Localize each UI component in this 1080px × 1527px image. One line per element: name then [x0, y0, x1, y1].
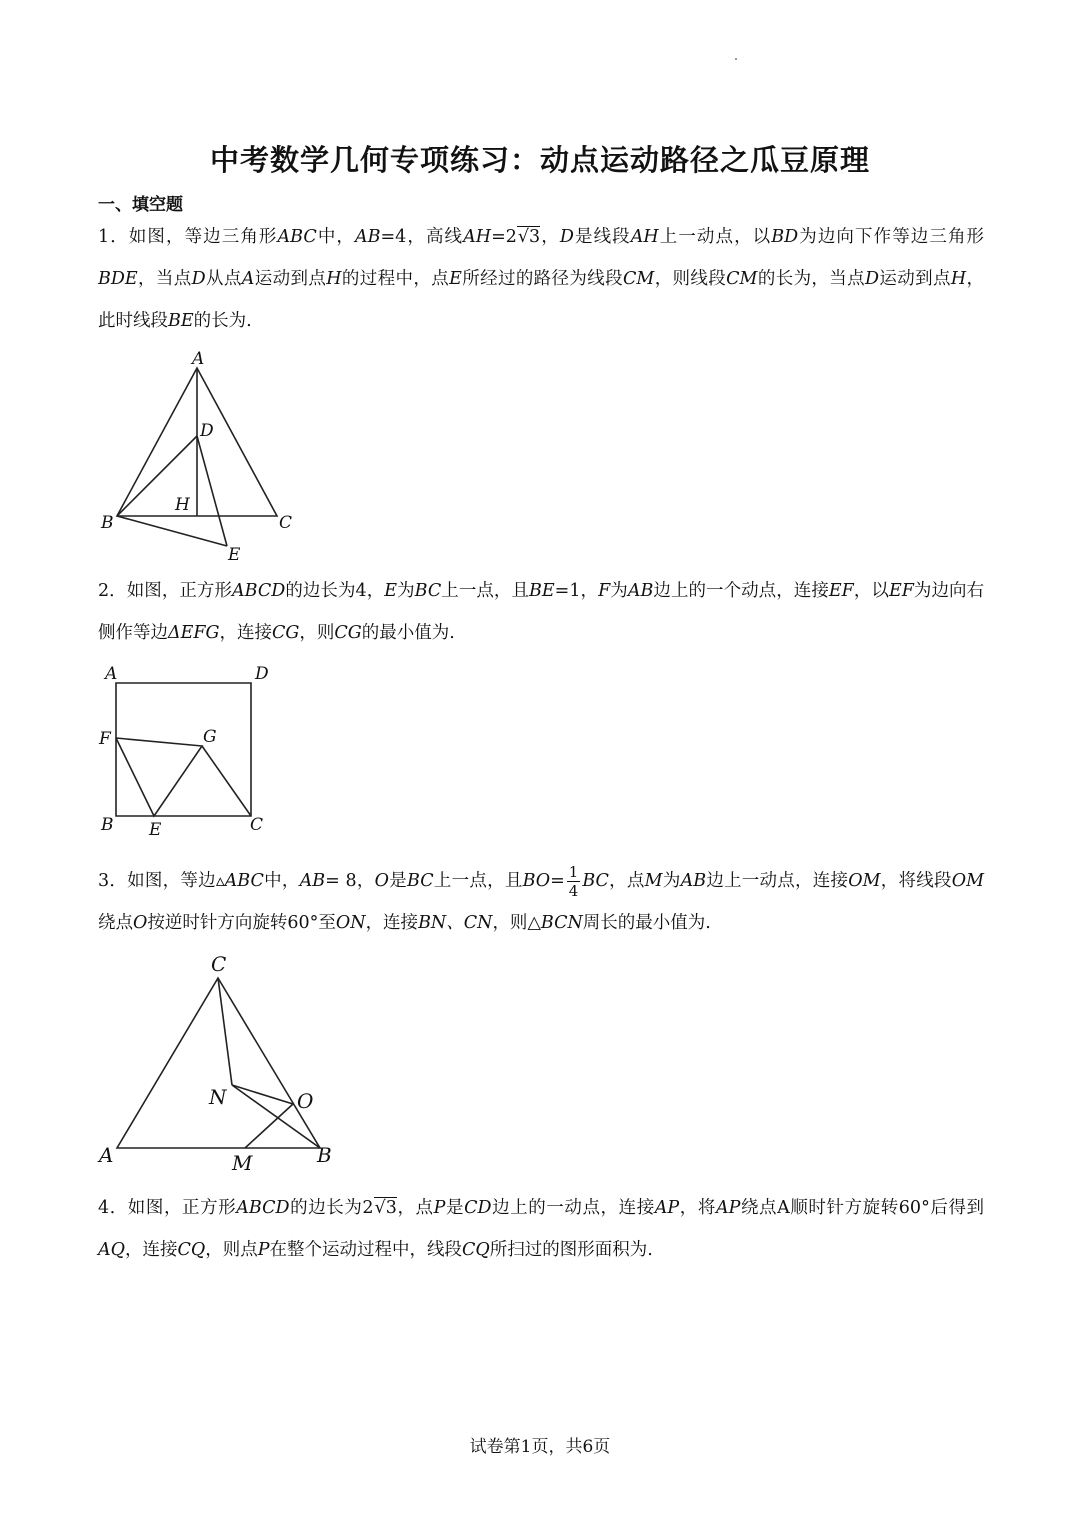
fig3-label-m: M	[232, 1151, 253, 1175]
fig3-label-a: A	[99, 1143, 114, 1167]
fig3-segment-cn	[218, 978, 232, 1085]
section-heading: 一、填空题	[98, 195, 183, 215]
fraction-one-quarter: $\frac{1}{4}$	[568, 863, 579, 900]
question-4: 4．如图，正方形ABCD的边长为2√3，点P是CD边上的一动点，连接AP，将AP绕点A顺时针方旋转60°后得到AQ，连接CQ，则点P在整个运动过程中，线段CQ所扫过的图形面积为.	[98, 1198, 985, 1260]
figure-1	[95, 348, 315, 568]
figure-3	[95, 948, 355, 1178]
fig1-label-h: H	[175, 495, 190, 515]
fig2-label-c: C	[250, 815, 264, 835]
fig3-label-b: B	[317, 1143, 332, 1167]
question-2: 2．如图，正方形ABCD的边长为4，E为BC上一点，且BE=1，F为AB边上的一个动点，连接EF，以EF为边向右侧作等边ΔEFG，连接CG，则CG的最小值为.	[98, 581, 985, 643]
fig1-label-a: A	[192, 349, 205, 369]
fig3-label-o: O	[297, 1089, 314, 1113]
fig2-label-d: D	[255, 664, 269, 684]
fig2-label-g: G	[203, 727, 217, 747]
fig2-label-f: F	[99, 729, 111, 749]
scan-dot	[735, 58, 737, 60]
fig2-label-e: E	[149, 820, 162, 840]
fig2-label-b: B	[101, 815, 114, 835]
fig1-label-c: C	[279, 513, 293, 533]
fig1-label-d: D	[200, 421, 214, 441]
fig2-label-a: A	[105, 664, 118, 684]
fig1-segment-be	[117, 516, 227, 546]
sqrt-3: √3	[374, 1198, 397, 1218]
sqrt-3: √3	[517, 227, 541, 247]
fig3-label-c: C	[211, 952, 227, 976]
fig2-square-abcd	[116, 683, 251, 816]
question-1: 1．如图，等边三角形ABC中，AB=4，高线AH=2√3，D是线段AH上一动点，以BD为边向下作等边三角形BDE，当点D从点A运动到点H的过程中，点E所经过的路径为线段CM，则线段CM的长为，当点D运动到点H，此时线段BE的长为.	[98, 227, 985, 331]
figure-2	[95, 662, 295, 842]
fig3-label-n: N	[209, 1085, 227, 1109]
fig2-triangle-efg	[116, 738, 202, 816]
fig1-segment-de	[197, 436, 227, 546]
page-title: 中考数学几何专项练习：动点运动路径之瓜豆原理	[209, 143, 870, 177]
fig3-triangle-abc	[117, 978, 320, 1148]
fig2-segment-gc	[202, 746, 251, 816]
question-3: 3．如图，等边▵ABC中，AB= 8，O是BC上一点，且BO= $\frac{1}{4}$ BC，点M为AB边上一动点，连接OM，将线段OM绕点O按逆时针方向旋转60°至ON，连接BN、CN，则△BCN周长的最小值为.	[98, 863, 985, 933]
fig1-label-e: E	[228, 545, 241, 565]
fig1-label-b: B	[101, 513, 114, 533]
page-footer: 试卷第1页，共6页	[469, 1437, 611, 1457]
